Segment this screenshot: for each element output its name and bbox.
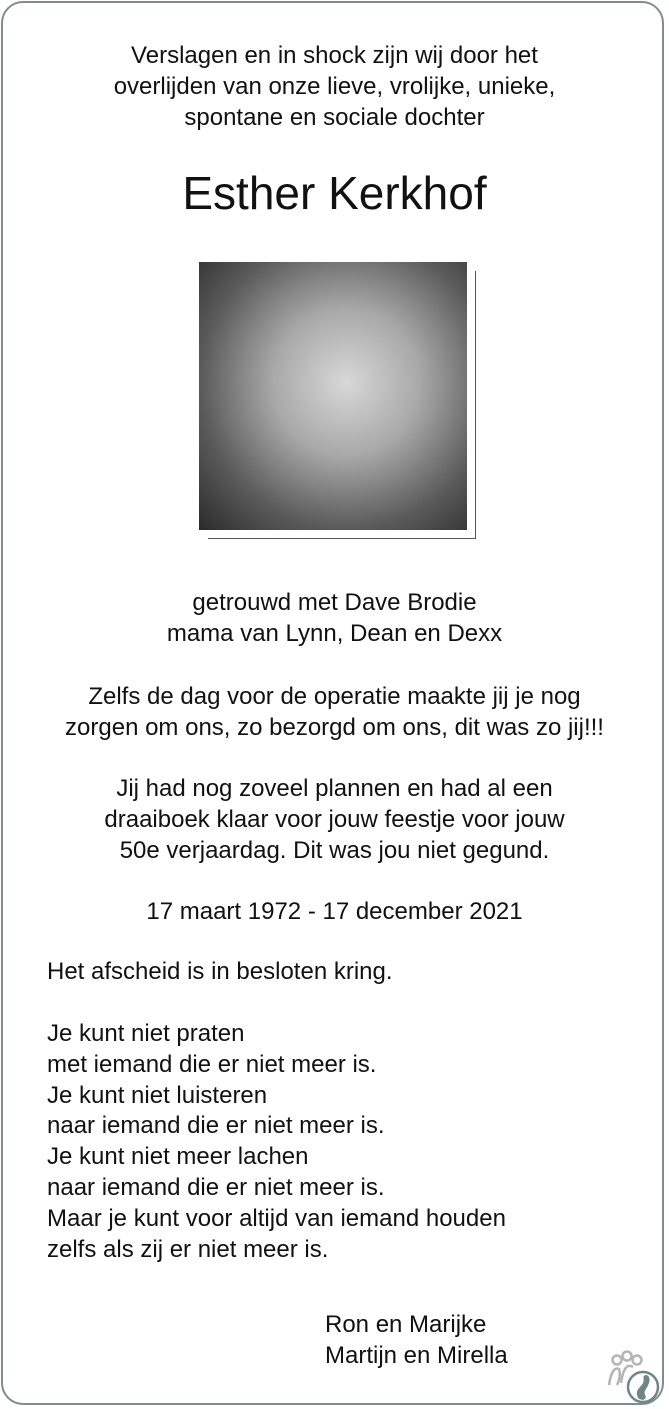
poem-line: met iemand die er niet meer is. <box>47 1050 377 1078</box>
relations <box>0 587 669 649</box>
relation-line: getrouwd met Dave Brodie <box>192 589 477 616</box>
text-line: 50e verjaardag. Dit was jou niet gegund. <box>119 837 550 864</box>
poem-line: zelfs als zij er niet meer is. <box>47 1235 329 1263</box>
poem-line: Je kunt niet meer lachen <box>47 1143 309 1171</box>
poem-line: Je kunt niet luisteren <box>47 1081 268 1109</box>
text-line: draaiboek klaar voor jouw feestje voor jouw <box>104 806 565 833</box>
poem-line: Je kunt niet praten <box>47 1020 245 1047</box>
text-line: zorgen om ons, zo bezorgd om ons, dit was zo jij!!! <box>65 714 604 741</box>
text-line: Zelfs de dag voor de operatie maakte jij je nog <box>88 683 581 710</box>
life-dates: 17 maart 1972 - 17 december 2021 <box>146 898 523 925</box>
funeral-notice: Het afscheid is in besloten kring. <box>47 958 393 985</box>
relation-line: mama van Lynn, Dean en Dexx <box>166 620 503 647</box>
signatures <box>325 1310 508 1372</box>
deceased-name: Esther Kerkhof <box>182 167 487 219</box>
poem <box>47 1019 506 1265</box>
poem-line: naar iemand die er niet meer is. <box>47 1112 385 1140</box>
intro-line: overlijden van onze lieve, vrolijke, unieke, <box>113 73 556 100</box>
intro-line: Verslagen en in shock zijn wij door het <box>131 42 538 69</box>
signature-line: Martijn en Mirella <box>325 1341 508 1369</box>
intro-line: spontane en sociale dochter <box>184 104 485 131</box>
paragraph-1 <box>0 681 669 743</box>
portrait-photo <box>199 262 467 530</box>
text-line: Jij had nog zoveel plannen en had al een <box>116 775 553 802</box>
memorial-logo-icon <box>603 1347 661 1405</box>
intro-text <box>0 40 669 133</box>
signature-line: Ron en Marijke <box>325 1311 487 1338</box>
poem-line: Maar je kunt voor altijd van iemand houden <box>47 1204 506 1232</box>
paragraph-2 <box>0 773 669 866</box>
poem-line: naar iemand die er niet meer is. <box>47 1173 385 1201</box>
